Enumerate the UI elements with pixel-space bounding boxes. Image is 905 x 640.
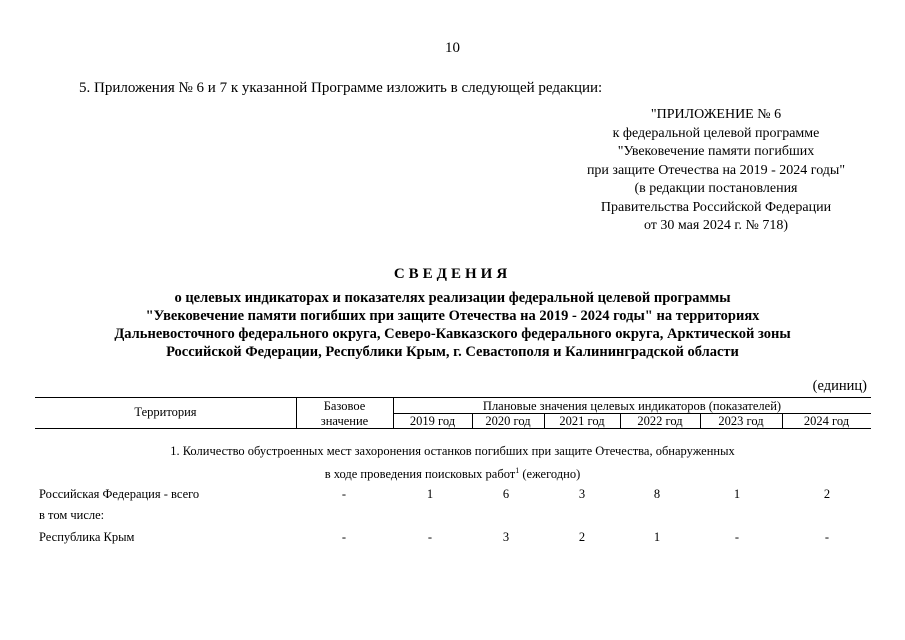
subtitle-line: "Увековечение памяти погибших при защите Отечества на 2019 - 2024 годы" на территориях [145, 308, 760, 324]
row-value-2021: 2 [578, 530, 586, 544]
appendix-line: "ПРИЛОЖЕНИЕ № 6 [650, 107, 782, 122]
row-territory: Российская Федерация - всего [39, 487, 200, 501]
row-territory: Республика Крым [39, 530, 135, 544]
units-label: (единиц) [812, 378, 867, 394]
header-base-line2: значение [320, 414, 369, 428]
section-caption-line2 [0, 466, 905, 482]
header-territory: Территория [134, 405, 197, 419]
document-subtitle [0, 289, 905, 361]
header-year: 2024 год [803, 414, 850, 428]
page-number: 10 [445, 40, 460, 56]
row-value-2020: 6 [502, 487, 510, 501]
header-base-line1: Базовое [323, 399, 366, 413]
intro-paragraph: 5. Приложения № 6 и 7 к указанной Программе изложить в следующей редакции: [79, 80, 603, 96]
row-value-2024: 2 [823, 487, 831, 501]
row-value-2024: - [824, 530, 830, 544]
header-year: 2020 год [485, 414, 531, 428]
row-value-2021: 3 [578, 487, 586, 501]
appendix-line: Правительства Российской Федерации [600, 199, 832, 215]
subtitle-line: Российской Федерации, Республики Крым, г. Севастополя и Калининградской области [166, 344, 739, 360]
header-planned: Плановые значения целевых индикаторов (показателей) [482, 399, 782, 413]
row-value-2023: 1 [733, 487, 741, 501]
row-value-2022: 1 [653, 530, 661, 544]
footnote-marker: 1 [515, 466, 520, 475]
appendix-line: при защите Отечества на 2019 - 2024 годы" [586, 162, 846, 178]
header-year: 2019 год [409, 414, 456, 428]
subtitle-line: Дальневосточного федерального округа, Северо-Кавказского федерального округа, Арктической зоны [114, 326, 791, 342]
section-caption-text: в ходе проведения поисковых работ [324, 467, 516, 482]
header-year: 2023 год [718, 414, 764, 428]
table-top-border [35, 397, 871, 398]
header-year: 2021 год [559, 414, 605, 428]
row-base-value: - [341, 530, 347, 544]
row-value-2022: 8 [653, 487, 661, 501]
row-base-value: - [341, 487, 347, 501]
appendix-line: к федеральной целевой программе [612, 125, 820, 141]
row-territory: в том числе: [39, 508, 105, 522]
section-caption-suffix: (ежегодно) [519, 467, 581, 482]
header-year: 2022 год [637, 414, 683, 428]
section-caption-line1: 1. Количество обустроенных мест захоронения останков погибших при защите Отечества, обнаруженных [170, 444, 735, 458]
appendix-header-block [566, 106, 866, 236]
subtitle-line: о целевых индикаторах и показателях реализации федеральной целевой программы [174, 290, 731, 306]
appendix-line: "Увековечение памяти погибших [617, 144, 815, 159]
row-value-2020: 3 [502, 530, 510, 544]
appendix-line: (в редакции постановления [634, 181, 798, 196]
document-title: СВЕДЕНИЯ [393, 266, 512, 282]
row-value-2019: 1 [426, 487, 434, 501]
row-value-2023: - [734, 530, 740, 544]
appendix-line: от 30 мая 2024 г. № 718) [643, 218, 789, 233]
row-value-2019: - [427, 530, 433, 544]
